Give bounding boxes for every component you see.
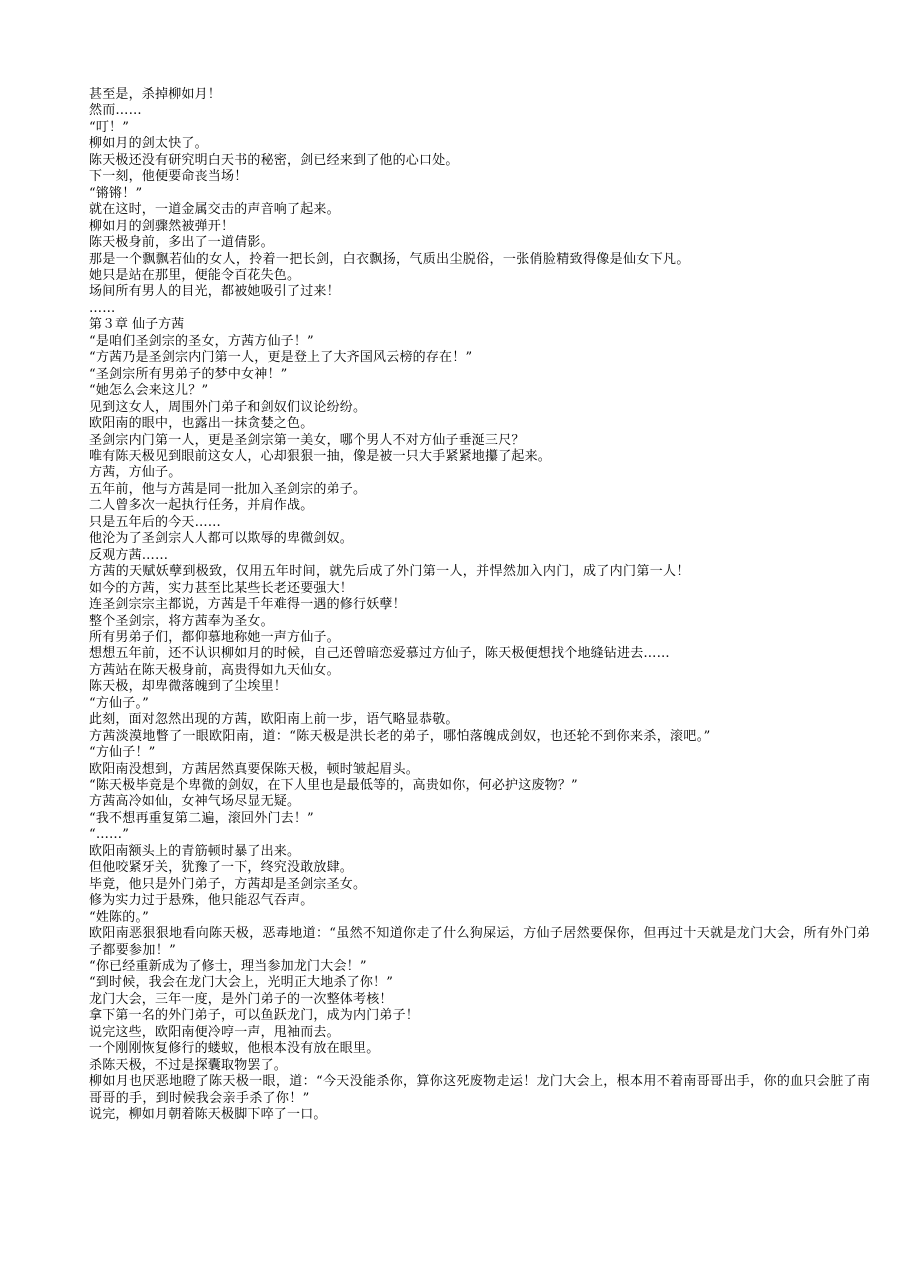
- paragraph: 唯有陈天极见到眼前这女人，心却狠狠一抽，像是被一只大手紧紧地攥了起来。: [89, 448, 552, 464]
- paragraph: “是咱们圣剑宗的圣女，方茜方仙子！”: [89, 333, 314, 349]
- paragraph: 杀陈天极，不过是探囊取物罢了。: [89, 1057, 288, 1073]
- paragraph: “锵锵！”: [89, 185, 143, 201]
- paragraph: 连圣剑宗宗主都说，方茜是千年难得一遇的修行妖孽！: [89, 597, 406, 613]
- paragraph: 方茜的天赋妖孽到极致，仅用五年时间，就先后成了外门第一人，并悍然加入内门，成了内门第一人！: [89, 564, 690, 580]
- chapter-title: 第３章 仙子方茜: [89, 317, 185, 333]
- paragraph: 毕竟，他只是外门弟子，方茜却是圣剑宗圣女。: [89, 876, 367, 892]
- paragraph: “叮！”: [89, 119, 130, 135]
- paragraph: 说完这些，欧阳南便冷哼一声，甩袖而去。: [89, 1024, 340, 1040]
- paragraph: 柳如月的剑骤然被弹开！: [89, 218, 235, 234]
- paragraph: 甚至是，杀掉柳如月！: [89, 87, 222, 102]
- paragraph: 说完，柳如月朝着陈天极脚下啐了一口。: [89, 1107, 327, 1123]
- paragraph: “陈天极毕竟是个卑微的剑奴，在下人里也是最低等的，高贵如你，何必护这废物？”: [89, 778, 578, 794]
- paragraph: 一个刚刚恢复修行的蝼蚁，他根本没有放在眼里。: [89, 1041, 380, 1057]
- document-body: [89, 87, 879, 1124]
- paragraph: 那是一个飘飘若仙的女人，拎着一把长剑，白衣飘扬，气质出尘脱俗，一张俏脸精致得像是仙女下凡。: [89, 251, 690, 267]
- paragraph: “姓陈的。”: [89, 909, 149, 925]
- paragraph: 龙门大会，三年一度，是外门弟子的一次整体考核！: [89, 991, 393, 1007]
- paragraph: 拿下第一名的外门弟子，可以鱼跃龙门，成为内门弟子！: [89, 1008, 420, 1024]
- paragraph: 想想五年前，还不认识柳如月的时候，自己还曾暗恋爱慕过方仙子，陈天极便想找个地缝钻进去……: [89, 646, 670, 662]
- paragraph: 然而……: [89, 103, 142, 119]
- paragraph: 修为实力过于悬殊，他只能忍气吞声。: [89, 893, 314, 909]
- paragraph: 但他咬紧牙关，犹豫了一下，终究没敢放肆。: [89, 860, 354, 876]
- paragraph: “圣剑宗所有男弟子的梦中女神！”: [89, 366, 288, 382]
- paragraph: 此刻，面对忽然出现的方茜，欧阳南上前一步，语气略显恭敬。: [89, 712, 459, 728]
- paragraph: “到时候，我会在龙门大会上，光明正大地杀了你！”: [89, 975, 394, 991]
- paragraph: 方茜高冷如仙，女神气场尽显无疑。: [89, 794, 301, 810]
- paragraph-group-intro: [89, 87, 879, 317]
- paragraph: “方仙子。”: [89, 695, 149, 711]
- paragraph-group-chapter: [89, 334, 879, 1124]
- paragraph: 陈天极还没有研究明白天书的秘密，剑已经来到了他的心口处。: [89, 152, 459, 168]
- paragraph: 场间所有男人的目光，都被她吸引了过来！: [89, 284, 340, 300]
- paragraph: 方茜，方仙子。: [89, 465, 182, 481]
- paragraph: “我不想再重复第二遍，滚回外门去！”: [89, 810, 314, 826]
- paragraph: 柳如月的剑太快了。: [89, 136, 208, 152]
- paragraph: 欧阳南恶狠狠地看向陈天极，恶毒地道：“虽然不知道你走了什么狗屎运，方仙子居然要保你，但再过十天就是龙门大会，所有外门弟子都要参加！”: [89, 926, 871, 958]
- paragraph: 就在这时，一道金属交击的声音响了起来。: [89, 202, 340, 218]
- paragraph: 五年前，他与方茜是同一批加入圣剑宗的弟子。: [89, 481, 367, 497]
- paragraph: 二人曾多次一起执行任务，并肩作战。: [89, 498, 314, 514]
- paragraph: “……”: [89, 827, 130, 843]
- paragraph: “方仙子！”: [89, 745, 156, 761]
- paragraph: 见到这女人，周围外门弟子和剑奴们议论纷纷。: [89, 399, 367, 415]
- paragraph: 圣剑宗内门第一人，更是圣剑宗第一美女，哪个男人不对方仙子垂涎三尺？: [89, 432, 525, 448]
- paragraph: 下一刻，他便要命丧当场！: [89, 169, 248, 185]
- paragraph: 欧阳南的眼中，也露出一抹贪婪之色。: [89, 416, 314, 432]
- paragraph: 方茜站在陈天极身前，高贵得如九天仙女。: [89, 662, 340, 678]
- paragraph: 所有男弟子们，都仰慕地称她一声方仙子。: [89, 629, 340, 645]
- paragraph: 陈天极身前，多出了一道倩影。: [89, 235, 274, 251]
- paragraph: 她只是站在那里，便能令百花失色。: [89, 267, 301, 283]
- paragraph: “她怎么会来这儿？”: [89, 383, 209, 399]
- paragraph: 只是五年后的今天……: [89, 514, 222, 530]
- paragraph: 整个圣剑宗，将方茜奉为圣女。: [89, 613, 274, 629]
- paragraph: 陈天极，却卑微落魄到了尘埃里！: [89, 679, 288, 695]
- paragraph: 欧阳南没想到，方茜居然真要保陈天极，顿时皱起眉头。: [89, 761, 420, 777]
- paragraph: 如今的方茜，实力甚至比某些长老还要强大！: [89, 580, 354, 596]
- paragraph: 反观方茜……: [89, 547, 169, 563]
- paragraph: ……: [89, 300, 116, 316]
- paragraph: 方茜淡漠地瞥了一眼欧阳南，道：“陈天极是洪长老的弟子，哪怕落魄成剑奴，也还轮不到你来杀，滚吧。”: [89, 728, 711, 744]
- paragraph: 欧阳南额头上的青筋顿时暴了出来。: [89, 843, 301, 859]
- paragraph: 柳如月也厌恶地瞪了陈天极一眼，道：“今天没能杀你，算你这死废物走运！龙门大会上，根本用不着南哥哥出手，你的血只会脏了南哥哥的手，到时候我会亲手杀了你！”: [89, 1074, 871, 1106]
- paragraph: “方茜乃是圣剑宗内门第一人，更是登上了大齐国风云榜的存在！”: [89, 350, 473, 366]
- paragraph: 他沦为了圣剑宗人人都可以欺辱的卑微剑奴。: [89, 531, 354, 547]
- paragraph: “你已经重新成为了修士，理当参加龙门大会！”: [89, 959, 367, 975]
